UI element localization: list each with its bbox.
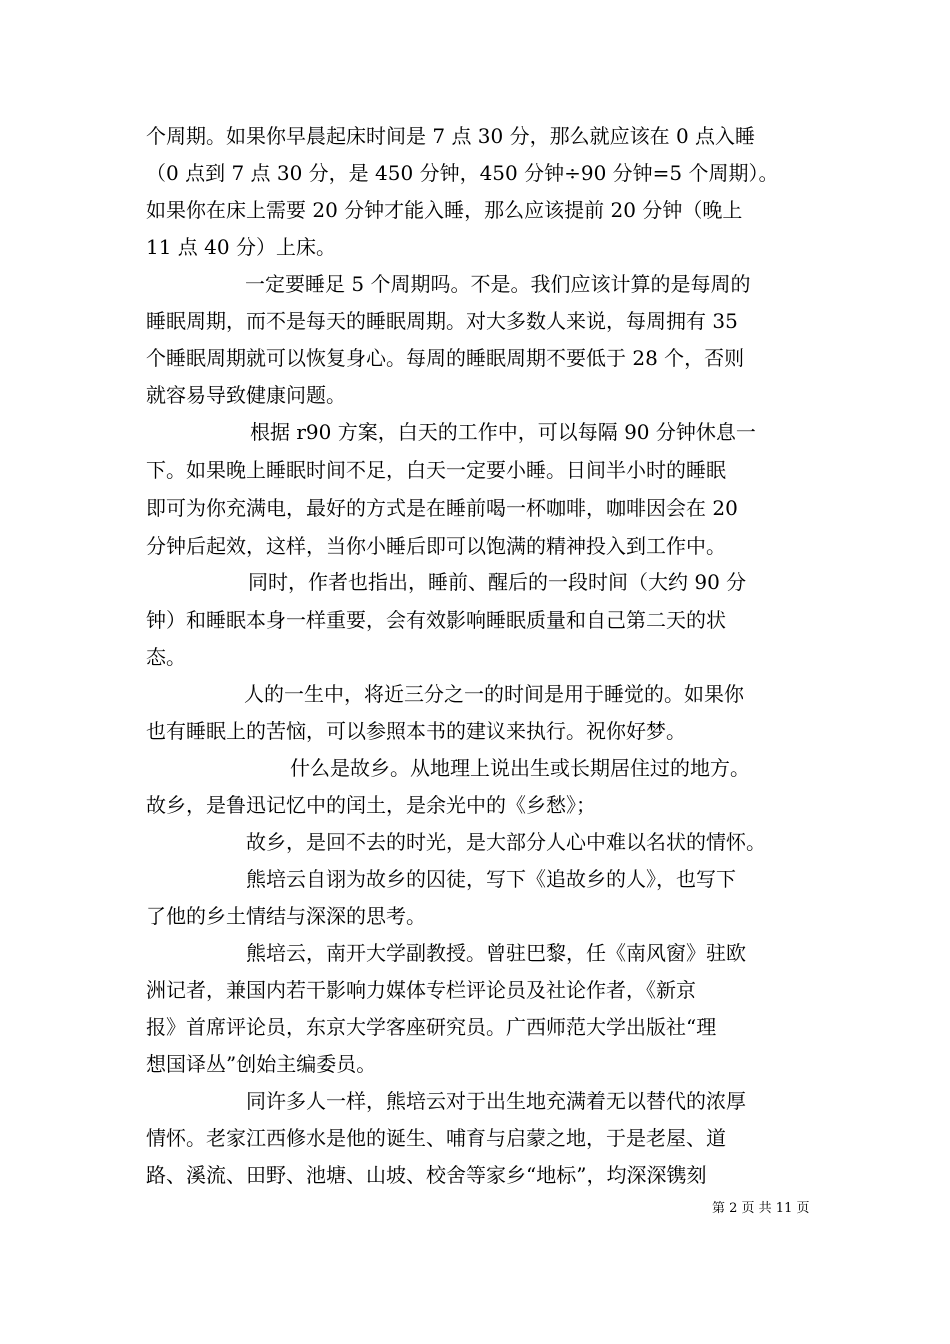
paragraph-first-line: 故乡，是回不去的时光，是大部分人心中难以名状的情怀。 <box>246 830 766 854</box>
body-line: （0 点到 7 点 30 分，是 450 分钟，450 分钟÷90 分钟=5 个周期）。 <box>146 161 779 185</box>
paragraph-first-line: 什么是故乡。从地理上说出生或长期居住过的地方。 <box>290 756 750 780</box>
body-line: 也有睡眠上的苦恼，可以参照本书的建议来执行。祝你好梦。 <box>146 719 686 743</box>
paragraph-first-line: 熊培云，南开大学副教授。曾驻巴黎，任《南风窗》驻欧 <box>246 941 746 965</box>
page-number-footer: 第 2 页 共 11 页 <box>712 1201 810 1216</box>
body-line: 了他的乡土情结与深深的思考。 <box>146 904 426 928</box>
body-line: 路、溪流、田野、池塘、山坡、校舍等家乡“地标”，均深深镌刻 <box>146 1163 707 1187</box>
body-line: 报》首席评论员，东京大学客座研究员。广西师范大学出版社“理 <box>146 1015 717 1039</box>
body-line: 洲记者，兼国内若干影响力媒体专栏评论员及社论作者，《新京 <box>146 978 696 1002</box>
body-line: 11 点 40 分）上床。 <box>146 235 336 259</box>
body-line: 故乡，是鲁迅记忆中的闰土，是余光中的《乡愁》； <box>146 793 596 817</box>
paragraph-first-line: 同时，作者也指出，睡前、醒后的一段时间（大约 90 分 <box>248 570 747 594</box>
body-line: 个睡眠周期就可以恢复身心。每周的睡眠周期不要低于 28 个，否则 <box>146 346 745 370</box>
paragraph-first-line: 一定要睡足 5 个周期吗。不是。我们应该计算的是每周的 <box>245 272 751 296</box>
body-line: 钟）和睡眠本身一样重要，会有效影响睡眠质量和自己第二天的状 <box>146 608 726 632</box>
body-line: 睡眠周期，而不是每天的睡眠周期。对大多数人来说，每周拥有 35 <box>146 309 738 333</box>
body-line: 即可为你充满电，最好的方式是在睡前喝一杯咖啡，咖啡因会在 20 <box>146 496 738 520</box>
body-line: 下。如果晚上睡眠时间不足，白天一定要小睡。日间半小时的睡眠 <box>146 458 726 482</box>
paragraph-first-line: 同许多人一样，熊培云对于出生地充满着无以替代的浓厚 <box>246 1089 746 1113</box>
body-line: 分钟后起效，这样，当你小睡后即可以饱满的精神投入到工作中。 <box>146 534 726 558</box>
body-line: 个周期。如果你早晨起床时间是 7 点 30 分，那么就应该在 0 点入睡 <box>146 124 756 148</box>
body-line: 态。 <box>146 645 186 669</box>
paragraph-first-line: 根据 r90 方案，白天的工作中，可以每隔 90 分钟休息一 <box>250 420 756 444</box>
paragraph-first-line: 人的一生中，将近三分之一的时间是用于睡觉的。如果你 <box>244 682 744 706</box>
body-line: 情怀。老家江西修水是他的诞生、哺育与启蒙之地，于是老屋、道 <box>146 1126 726 1150</box>
body-line: 想国译丛”创始主编委员。 <box>146 1052 377 1076</box>
body-line: 就容易导致健康问题。 <box>146 383 346 407</box>
paragraph-first-line: 熊培云自诩为故乡的囚徒，写下《追故乡的人》，也写下 <box>246 867 736 891</box>
body-line: 如果你在床上需要 20 分钟才能入睡，那么应该提前 20 分钟（晚上 <box>146 198 743 222</box>
